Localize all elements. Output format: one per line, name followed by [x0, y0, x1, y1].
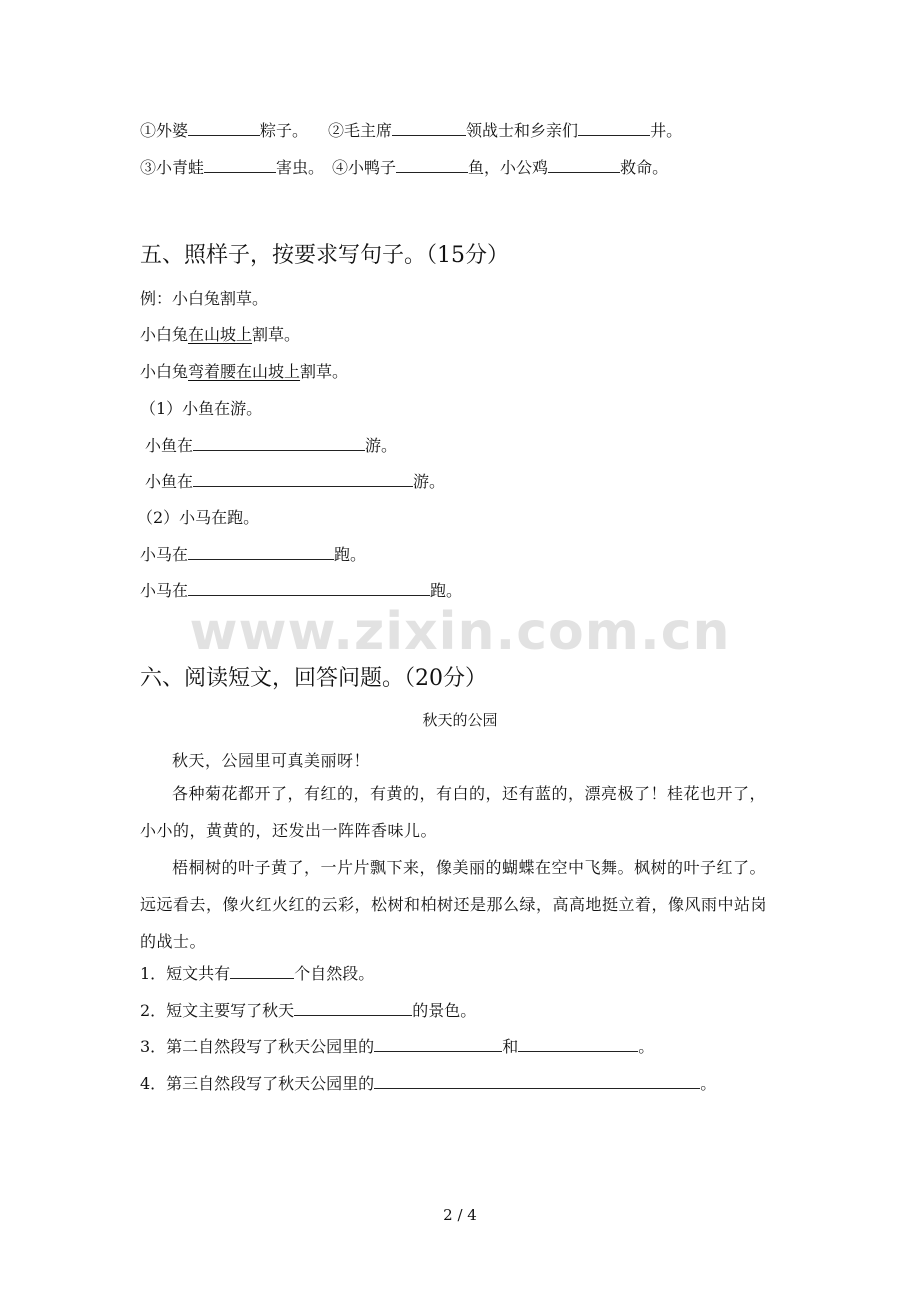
answer-blank[interactable] [392, 118, 466, 136]
passage-title: 秋天的公园 [422, 711, 498, 729]
answer-line: 小马在 跑。 [140, 542, 366, 567]
answer-blank[interactable] [204, 155, 276, 173]
passage-paragraph-3: 梧桐树的叶子黄了，一片片飘下来，像美丽的蝴蝶在空中飞舞。枫树的叶子红了。远远看去，像火红火红的云彩，松树和柏树还是那么绿，高高地挺立着，像风雨中站岗的战士。 [140, 858, 768, 951]
answer-blank[interactable] [193, 469, 413, 487]
answer-blank[interactable] [193, 433, 365, 451]
passage-paragraph-1: 秋天，公园里可真美丽呀！ [172, 751, 371, 770]
passage-paragraph-2: 各种菊花都开了，有红的，有黄的，有白的，还有蓝的，漂亮极了！桂花也开了，小小的，黄黄的，还发出一阵阵香味儿。 [140, 784, 767, 840]
underlined-phrase: 在山坡上 [188, 325, 253, 344]
answer-blank[interactable] [188, 118, 260, 136]
answer-blank[interactable] [374, 1034, 502, 1052]
answer-blank[interactable] [578, 118, 650, 136]
item-3-prefix: ③小青蛙 [140, 158, 205, 177]
answer-blank[interactable] [396, 155, 468, 173]
item-2-mid: 领战士和乡亲们 [466, 121, 579, 140]
question-1: （1）小鱼在游。 [140, 399, 263, 418]
example-line-3: 小白兔弯着腰在山坡上割草。 [140, 362, 349, 381]
answer-line: 小鱼在 游。 [145, 469, 445, 494]
watermark: www.zixin.com.cn [189, 602, 731, 662]
example-line-2: 小白兔在山坡上割草。 [140, 325, 301, 344]
answer-line: 小马在 跑。 [140, 578, 462, 603]
item-1-suffix: 粽子。 [260, 121, 309, 140]
item-1-prefix: ①外婆 [140, 121, 189, 140]
question-2: （2）小马在跑。 [137, 508, 260, 527]
item-2-prefix: ②毛主席 [328, 121, 393, 140]
question-4: 4．第三自然段写了秋天公园里的 。 [140, 1071, 716, 1096]
answer-blank[interactable] [188, 578, 430, 596]
answer-blank[interactable] [294, 998, 412, 1016]
underlined-phrase: 弯着腰在山坡上 [188, 362, 301, 381]
item-4-prefix: ④小鸭子 [332, 158, 397, 177]
answer-blank[interactable] [518, 1034, 638, 1052]
page-number: 2 / 4 [443, 1206, 477, 1224]
item-4-mid: 鱼，小公鸡 [468, 158, 549, 177]
question-3: 3．第二自然段写了秋天公园里的 和 。 [140, 1034, 654, 1059]
fill-row-1 [140, 118, 682, 143]
answer-blank[interactable] [548, 155, 620, 173]
answer-blank[interactable] [188, 542, 334, 560]
question-1: 1．短文共有 个自然段。 [140, 961, 374, 986]
section-6-heading: 六、阅读短文，回答问题。（20分） [140, 666, 487, 691]
section-5-heading: 五、照样子，按要求写句子。（15分） [140, 243, 509, 268]
answer-line: 小鱼在 游。 [145, 433, 397, 458]
item-2-suffix: 井。 [650, 121, 683, 140]
item-4-suffix: 救命。 [620, 158, 669, 177]
question-2: 2．短文主要写了秋天 的景色。 [140, 998, 476, 1023]
example-line: 例：小白兔割草。 [140, 289, 269, 308]
answer-blank[interactable] [230, 961, 294, 979]
answer-blank[interactable] [374, 1071, 700, 1089]
fill-row-2 [140, 155, 668, 180]
item-3-suffix: 害虫。 [276, 158, 325, 177]
